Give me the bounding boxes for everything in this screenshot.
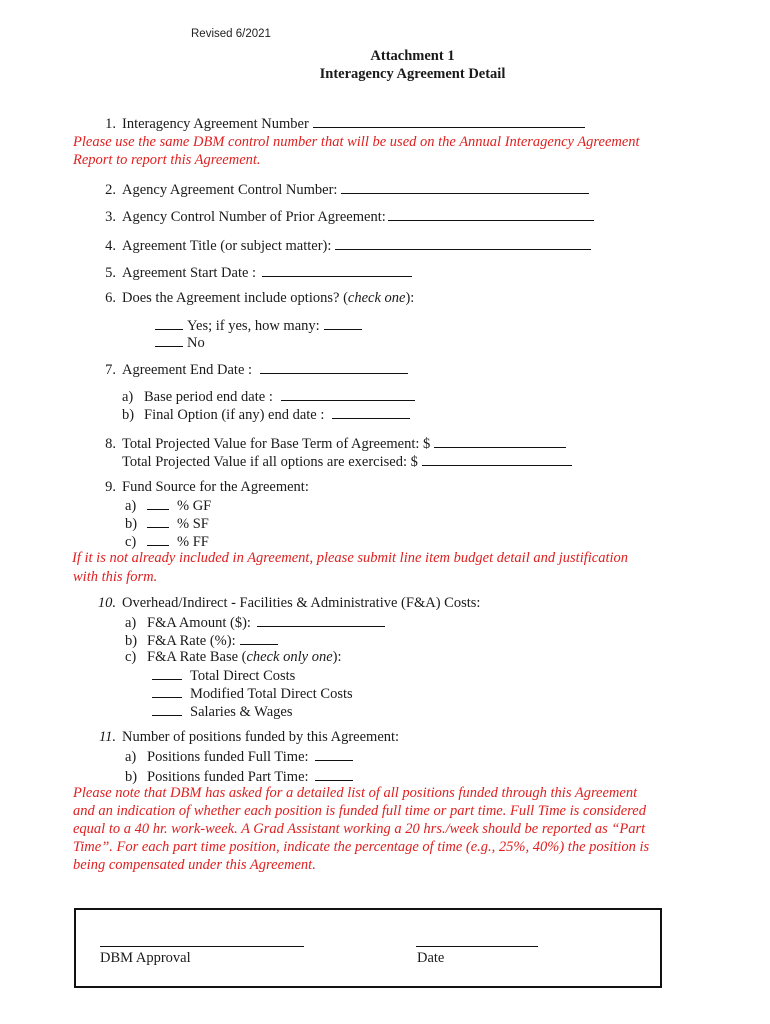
sub-letter: b) [125,633,138,649]
question-label: Agreement End Date : [122,362,253,378]
question-7 [92,360,408,379]
question-number: 5. [105,265,116,281]
question-label: Does the Agreement include options? (check one): [122,290,415,306]
question-2 [92,180,589,199]
prior-agreement-number-field[interactable] [388,207,594,221]
date-label: Date [417,950,445,966]
question-number: 9. [105,479,116,495]
option-label: Modified Total Direct Costs [190,686,353,702]
sub-letter: a) [122,389,134,405]
sub-label: F&A Rate Base (check only one): [147,649,342,665]
date-signature-line[interactable] [416,946,538,947]
question-number: 8. [105,436,116,452]
note-dbm-control-line2: Report to report this Agreement. [73,152,261,168]
note-budget-line2: with this form. [73,569,158,585]
dbm-approval-signature-line[interactable] [100,946,304,947]
question-label: Interagency Agreement Number [122,116,309,132]
question-6 [92,290,414,307]
question-number: 11. [98,729,116,745]
note-positions-line1: Please note that DBM has asked for a detailed list of all positions funded through this Agreement [73,785,638,801]
question-label: Number of positions funded by this Agreement: [122,729,400,745]
sub-letter: a) [125,498,137,514]
options-count-field[interactable] [324,316,362,330]
sub-letter: b) [125,516,138,532]
ff-percent-field[interactable] [147,532,169,546]
sub-label: Final Option (if any) end date : [144,407,325,423]
positions-full-time [125,747,353,766]
revised-date: Revised 6/2021 [191,28,271,40]
base-period-end [122,387,415,406]
question-10 [92,595,480,612]
question-label: Total Projected Value for Base Term of Agreement: $ [122,436,431,452]
sub-letter: c) [125,534,137,550]
document-title: Attachment 1 [370,48,455,64]
sub-label: % FF [177,534,209,550]
full-time-field[interactable] [315,747,353,761]
sub-letter: b) [122,407,135,423]
modified-total-check-field[interactable] [152,684,182,698]
dbm-approval-label: DBM Approval [100,950,191,966]
question-number: 2. [105,182,116,198]
fund-ff [125,532,209,551]
note-positions-line3: equal to a 40 hr. work-week. A Grad Assistant working a 20 hrs./week should be reported as “Part [73,821,646,837]
note-positions-line4: Time”. For each part time position, indicate the percentage of time (e.g., 25%, 40%) the position is [73,839,650,855]
question-1 [92,114,585,133]
sf-percent-field[interactable] [147,514,169,528]
question-3 [92,207,594,226]
sub-label: % SF [177,516,209,532]
fund-sf [125,514,209,533]
options-value-field[interactable] [422,452,572,466]
question-number: 7. [105,362,116,378]
question-number: 3. [105,209,116,225]
sub-label: F&A Amount ($): [147,615,251,631]
question-label: Total Projected Value if all options are exercised: $ [122,454,418,470]
yes-check-field[interactable] [155,316,183,330]
end-date-field[interactable] [260,360,408,374]
sub-letter: a) [125,615,137,631]
option-yes-label: Yes; if yes, how many: [187,318,320,334]
question-11 [92,729,399,746]
note-dbm-control-line1: Please use the same DBM control number that will be used on the Annual Interagency Agreement [73,134,640,150]
question-label: Agency Control Number of Prior Agreement: [122,209,386,225]
document-subtitle: Interagency Agreement Detail [319,66,506,82]
agreement-title-field[interactable] [335,236,591,250]
question-5 [92,263,412,282]
agreement-control-number-field[interactable] [341,180,589,194]
option-no-label: No [187,335,205,351]
sub-letter: b) [125,769,138,785]
rate-base-modified-total [152,684,353,703]
question-label: Fund Source for the Agreement: [122,479,309,495]
fa-amount-field[interactable] [257,613,385,627]
no-check-field[interactable] [155,333,183,347]
sub-label: % GF [177,498,212,514]
fa-amount [125,613,385,632]
question-label: Agency Agreement Control Number: [122,182,338,198]
question-number: 4. [105,238,116,254]
salaries-check-field[interactable] [152,702,182,716]
question-number: 1. [105,116,116,132]
sub-label: Base period end date : [144,389,273,405]
question-number: 6. [105,290,116,306]
approval-box [74,908,662,988]
positions-part-time [125,767,353,786]
question-8 [92,434,566,453]
sub-label: F&A Rate (%): [147,633,236,649]
start-date-field[interactable] [262,263,412,277]
sub-letter: a) [125,749,137,765]
question-label: Agreement Title (or subject matter): [122,238,332,254]
final-option-end-field[interactable] [332,405,410,419]
part-time-field[interactable] [315,767,353,781]
note-positions-line2: and an indication of whether each position is funded full time or part time. Full Time is considered [73,803,646,819]
question-label: Overhead/Indirect - Facilities & Administrative (F&A) Costs: [122,595,481,611]
rate-base-total-direct [152,666,295,685]
sub-letter: c) [125,649,137,665]
note-budget-line1: If it is not already included in Agreement, please submit line item budget detail and justification [72,550,629,566]
gf-percent-field[interactable] [147,496,169,510]
fa-rate-field[interactable] [240,631,278,645]
sub-label: Positions funded Part Time: [147,769,309,785]
question-label: Agreement Start Date : [122,265,257,281]
note-positions-line5: being compensated under this Agreement. [73,857,316,873]
question-9 [92,479,309,496]
total-direct-check-field[interactable] [152,666,182,680]
final-option-end [122,405,410,424]
question-4 [92,236,591,255]
question-number: 10. [97,595,116,611]
fund-gf [125,496,211,515]
sub-label: Positions funded Full Time: [147,749,309,765]
fa-rate [125,631,278,650]
total-value-options [122,452,572,471]
base-period-end-field[interactable] [281,387,415,401]
agreement-number-field[interactable] [313,114,585,128]
option-no [155,333,205,352]
option-label: Salaries & Wages [190,704,293,720]
fa-rate-base [125,649,342,666]
rate-base-salaries [152,702,292,721]
option-label: Total Direct Costs [190,668,296,684]
base-term-value-field[interactable] [434,434,566,448]
